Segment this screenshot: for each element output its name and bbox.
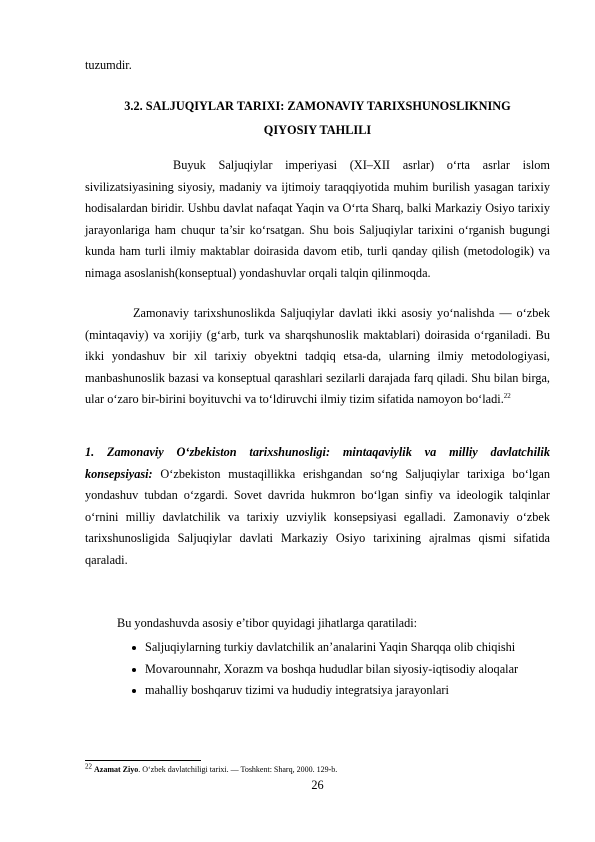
paragraph-3 (85, 442, 550, 572)
heading-line-1: 3.2. SALJUQIYLAR TARIXI: ZAMONAVIY TARIXSHUNOSLIKNING (124, 99, 511, 113)
footnote-divider (85, 760, 201, 761)
paragraph-3-text: O‘zbekiston mustaqillikka erishgandan so‘ng Saljuqiylar tarixiga bo‘lgan yondashuv tubdan o‘zgardi. Sovet davrida hukmron bo‘lgan sinfiy va ideologik talqinlar o‘rnini milliy davlatchilik va tarixiy uzviylik konsepsiyasi egalladi. Zamonaviy o‘zbek tarixshunosligida Saljuqiylar davlati Markaziy Osiyo tarixining ajralmas qismi sifatida qaraladi. (85, 466, 550, 567)
page-number: 26 (311, 778, 324, 792)
list-item: Saljuqiylarning turkiy davlatchilik an’analarini Yaqin Sharqqa olib chiqishi (85, 637, 550, 659)
heading-line-2: QIYOSIY TAHLILI (263, 123, 372, 137)
list-item: mahalliy boshqaruv tizimi va hududiy integratsiya jarayonlari (85, 680, 550, 702)
paragraph-1: Buyuk Saljuqiylar imperiyasi (XI–XII asrlar) o‘rta asrlar islom sivilizatsiyasining siyosiy, madaniy va ijtimoiy taraqqiyotida muhim burilish yasagan tarixiy hodisalardan biridir. Ushbu davlat nafaqat Yaqin va O‘rta Sharq, balki Markaziy Osiyo tarixiy jarayonlariga ham chuqur ta’sir ko‘rsatgan. Shu bois Saljuqiylar tarixini o‘rganish bugungi kunda ham turli ilmiy maktablar doirasida davom etib, turli qanday qilish (metodologik) va nimaga asoslanish(konseptual) yondashuvlar orqali talqin qilinmoqda. (85, 158, 550, 280)
footnote (85, 764, 550, 775)
footnote-reference: 22 (503, 392, 511, 401)
bullet-icon (132, 646, 136, 650)
list-item: Movarounnahr, Xorazm va boshqa hududlar bilan siyosiy-iqtisodiy aloqalar (85, 659, 550, 681)
section-heading (85, 94, 550, 142)
paragraph-4: Bu yondashuvda asosiy e’tibor quyidagi jihatlarga qaratiladi: (117, 616, 418, 630)
footnote-author: Azamat Ziyo (94, 765, 139, 774)
paragraph-3-lead: 1. Zamonaviy O‘zbekiston tarixshunosligi: mintaqaviylik va milliy davlatchilik konsepsiyasi: (85, 445, 550, 481)
footnote-number: 22 (85, 762, 92, 771)
paragraph-2 (85, 303, 550, 411)
bullet-icon (132, 689, 136, 693)
bullet-icon (132, 668, 136, 672)
paragraph-2-text: Zamonaviy tarixshunoslikda Saljuqiylar davlati ikki asosiy yo‘nalishda — o‘zbek (mintaqaviy) va xorijiy (g‘arb, turk va sharqshunoslik maktablari) doirasida o‘rganiladi. Bu ikki yondashuv bir xil tarixiy obyektni tadqiq etsa-da, ularning ilmiy metodologiyasi, manbashunoslik bazasi va konseptual qarashlari sezilarli darajada farq qiladi. Shu bilan birga, ular o‘zaro bir-birini boyituvchi va to‘ldiruvchi ilmiy tizim sifatida namoyon bo‘ladi. (85, 306, 550, 407)
footnote-text: . O‘zbek davlatchiligi tarixi. — Toshkent: Sharq, 2000. 129-b. (138, 765, 338, 774)
bullet-list (85, 637, 550, 702)
intro-line: tuzumdir. (85, 58, 132, 72)
